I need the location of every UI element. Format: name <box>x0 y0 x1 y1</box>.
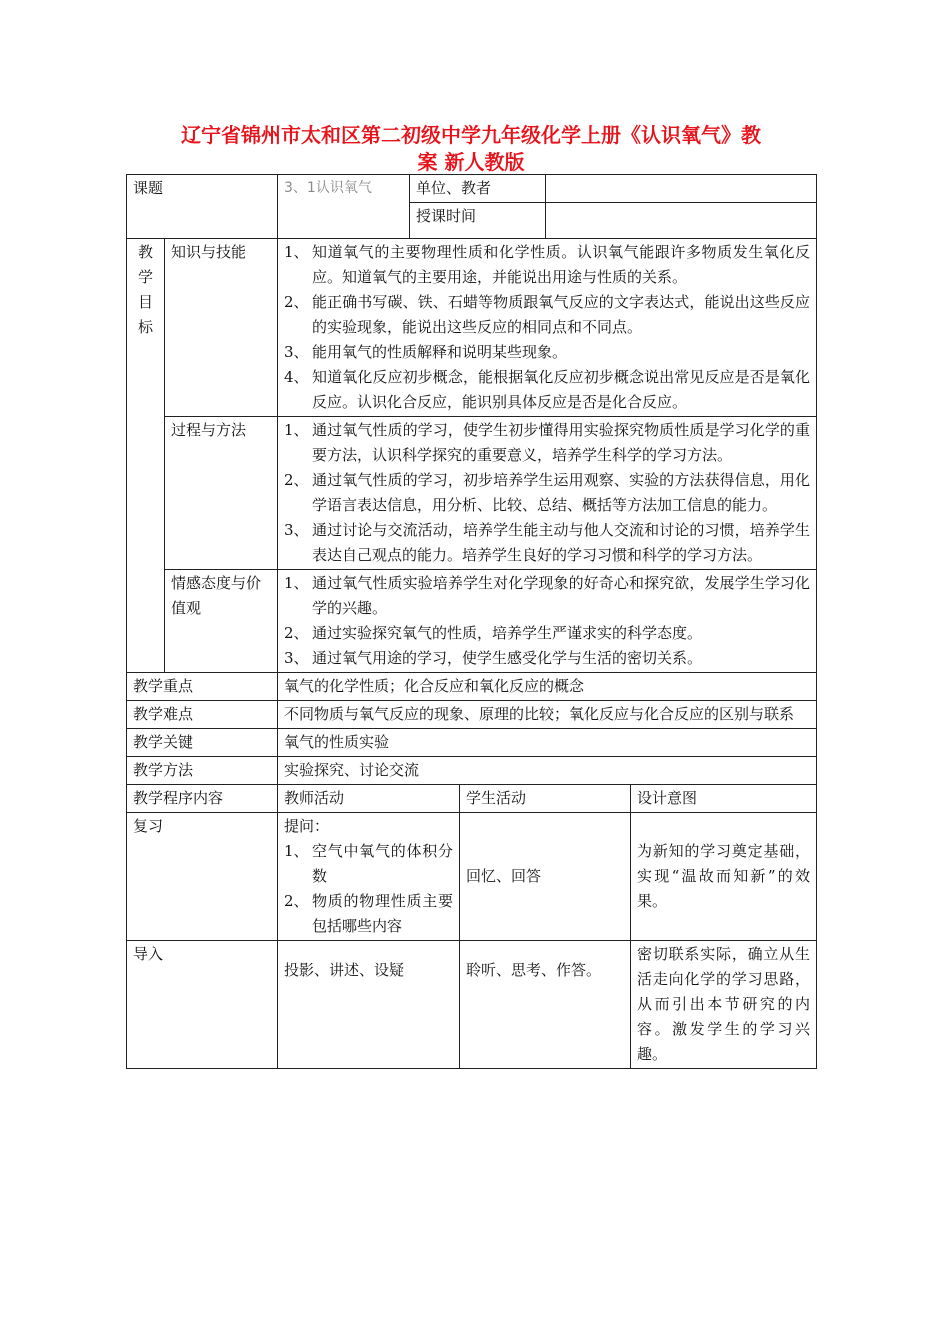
list-item <box>284 468 810 518</box>
procedure-col-teacher: 教师活动 <box>278 785 460 813</box>
key-row <box>127 729 817 757</box>
difficulties-label: 教学难点 <box>127 701 278 729</box>
item-number: 1、 <box>284 421 309 439</box>
item-number: 3、 <box>284 521 309 539</box>
method-row <box>127 757 817 785</box>
item-text: 通过氧气性质的学习，使学生初步懂得用实验探究物质性质是学习化学的重要方法，认识科学探究的重要意义，培养学生科学的学习方法。 <box>312 421 811 464</box>
attitude-label: 情感态度与价值观 <box>165 570 278 673</box>
list-item <box>284 839 453 889</box>
difficulties-row <box>127 701 817 729</box>
intro-row <box>127 941 817 1069</box>
topic-value: 3、1认识氧气 <box>278 175 410 239</box>
review-teacher <box>278 813 460 941</box>
item-number: 1、 <box>284 243 309 261</box>
knowledge-label: 知识与技能 <box>165 239 278 417</box>
knowledge-content <box>278 239 817 417</box>
item-number: 3、 <box>284 649 309 667</box>
objectives-label-char: 目 <box>137 293 153 311</box>
lesson-plan-table <box>126 174 817 1069</box>
list-item <box>284 571 810 621</box>
topic-row <box>127 175 817 203</box>
objectives-label-char: 教 <box>137 243 153 261</box>
item-number: 4、 <box>284 368 309 386</box>
procedure-col-intent: 设计意图 <box>631 785 817 813</box>
list-item <box>284 418 810 468</box>
attitude-content <box>278 570 817 673</box>
review-intent: 为新知的学习奠定基础，实现“温故而知新”的效果。 <box>631 813 817 941</box>
intro-intent: 密切联系实际，确立从生活走向化学的学习思路，从而引出本节研究的内容。激发学生的学习兴趣。 <box>631 941 817 1069</box>
key-value: 氧气的性质实验 <box>278 729 817 757</box>
item-number: 1、 <box>284 842 309 860</box>
objective-attitude-row <box>127 570 817 673</box>
item-number: 3、 <box>284 343 309 361</box>
item-number: 2、 <box>284 624 309 642</box>
list-item <box>284 340 810 365</box>
item-text: 能正确书写碳、铁、石蜡等物质跟氧气反应的文字表达式，能说出这些反应的实验现象，能说出这些反应的相同点和不同点。 <box>312 293 811 336</box>
list-item <box>284 518 810 568</box>
item-text: 通过实验探究氧气的性质，培养学生严谨求实的科学态度。 <box>312 624 703 642</box>
item-text: 通过氧气性质实验培养学生对化学现象的好奇心和探究欲，发展学生学习化学的兴趣。 <box>312 574 811 617</box>
list-item <box>284 889 453 939</box>
objectives-label-char: 标 <box>137 318 153 336</box>
intro-teacher: 投影、讲述、设疑 <box>278 941 460 1069</box>
item-text: 物质的物理性质主要包括哪些内容 <box>312 892 454 935</box>
procedure-header-row <box>127 785 817 813</box>
review-student: 回忆、回答 <box>460 813 631 941</box>
difficulties-value: 不同物质与氧气反应的现象、原理的比较；氧化反应与化合反应的区别与联系 <box>278 701 817 729</box>
unit-teacher-value <box>546 175 817 203</box>
review-teacher-intro: 提问： <box>284 817 330 835</box>
item-text: 通过讨论与交流活动，培养学生能主动与他人交流和讨论的习惯，培养学生表达自己观点的能力。培养学生良好的学习习惯和科学的学习方法。 <box>312 521 811 564</box>
list-item <box>284 365 810 415</box>
time-label: 授课时间 <box>410 203 546 239</box>
objective-process-row <box>127 417 817 570</box>
intro-student: 聆听、思考、作答。 <box>460 941 631 1069</box>
unit-teacher-label: 单位、教者 <box>410 175 546 203</box>
item-text: 知道氧化反应初步概念，能根据氧化反应初步概念说出常见反应是否是氧化反应。认识化合反应，能识别具体反应是否是化合反应。 <box>312 368 811 411</box>
list-item <box>284 290 810 340</box>
time-value <box>546 203 817 239</box>
item-number: 2、 <box>284 892 309 910</box>
key-label: 教学关键 <box>127 729 278 757</box>
item-text: 能用氧气的性质解释和说明某些现象。 <box>312 343 568 361</box>
procedure-col-student: 学生活动 <box>460 785 631 813</box>
item-number: 2、 <box>284 293 309 311</box>
item-number: 2、 <box>284 471 309 489</box>
objectives-label-char: 学 <box>137 268 153 286</box>
title-line-2: 案 新人教版 <box>417 150 525 174</box>
key-points-value: 氧气的化学性质；化合反应和氧化反应的概念 <box>278 673 817 701</box>
item-number: 1、 <box>284 574 309 592</box>
title-line-1: 辽宁省锦州市太和区第二初级中学九年级化学上册《认识氧气》教 <box>181 123 761 147</box>
review-row <box>127 813 817 941</box>
document-title <box>126 122 816 176</box>
process-content <box>278 417 817 570</box>
key-points-label: 教学重点 <box>127 673 278 701</box>
process-label: 过程与方法 <box>165 417 278 570</box>
list-item <box>284 240 810 290</box>
item-text: 知道氧气的主要物理性质和化学性质。认识氧气能跟许多物质发生氧化反应。知道氧气的主要用途，并能说出用途与性质的关系。 <box>312 243 811 286</box>
item-text: 通过氧气性质的学习，初步培养学生运用观察、实验的方法获得信息，用化学语言表达信息，用分析、比较、总结、概括等方法加工信息的能力。 <box>312 471 811 514</box>
intro-stage: 导入 <box>127 941 278 1069</box>
objective-knowledge-row <box>127 239 817 417</box>
item-text: 空气中氧气的体积分数 <box>312 842 454 885</box>
objectives-label <box>127 239 165 673</box>
procedure-col-stage: 教学程序内容 <box>127 785 278 813</box>
method-label: 教学方法 <box>127 757 278 785</box>
item-text: 通过氧气用途的学习，使学生感受化学与生活的密切关系。 <box>312 649 703 667</box>
review-stage: 复习 <box>127 813 278 941</box>
method-value: 实验探究、讨论交流 <box>278 757 817 785</box>
key-points-row <box>127 673 817 701</box>
topic-label: 课题 <box>127 175 278 239</box>
list-item <box>284 646 810 671</box>
list-item <box>284 621 810 646</box>
